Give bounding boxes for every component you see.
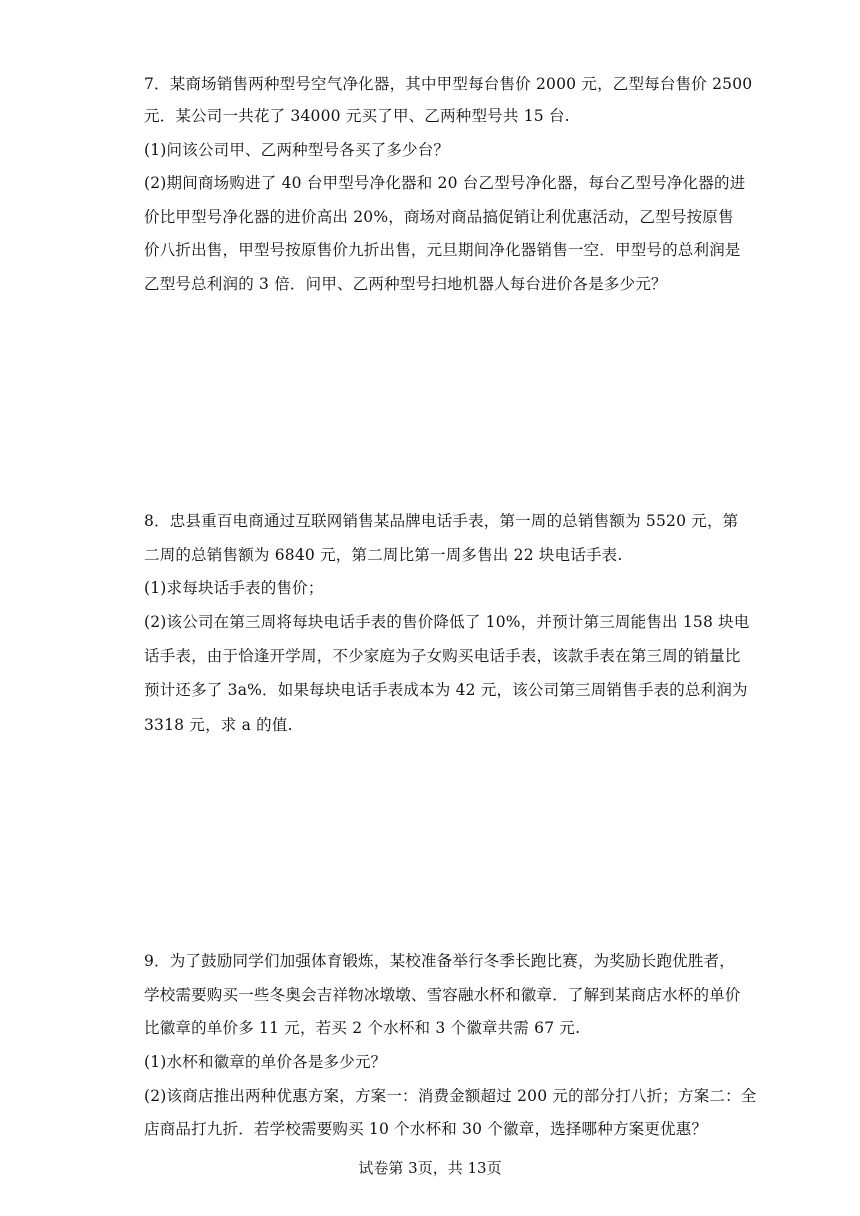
question-8-line-2: 二周的总销售额为 6840 元，第二周比第一周多售出 22 块电话手表. bbox=[144, 546, 623, 564]
question-9-line-3: 比徽章的单价多 11 元，若买 2 个水杯和 3 个徽章共需 67 元. bbox=[144, 1019, 581, 1037]
question-7-part-2-line-3: 价八折出售，甲型号按原售价九折出售，元旦期间净化器销售一空．甲型号的总利润是 bbox=[144, 241, 741, 259]
question-7-line-2: 元．某公司一共花了 34000 元买了甲、乙两种型号共 15 台. bbox=[144, 107, 570, 125]
question-9-line-2: 学校需要购买一些冬奥会吉祥物冰墩墩、雪容融水杯和徽章．了解到某商店水杯的单价 bbox=[144, 986, 741, 1004]
question-7-part-2-line-1: (2)期间商场购进了 40 台甲型号净化器和 20 台乙型号净化器，每台乙型号净化器的进 bbox=[144, 174, 746, 192]
question-9-part-2-line-2: 店商品打九折．若学校需要购买 10 个水杯和 30 个徽章，选择哪种方案更优惠？ bbox=[144, 1120, 708, 1138]
question-7-part-2-line-2: 价比甲型号净化器的进价高出 20%，商场对商品搞促销让利优惠活动，乙型号按原售 bbox=[144, 208, 734, 226]
question-7-part-1: (1)问该公司甲、乙两种型号各买了多少台？ bbox=[144, 141, 450, 159]
question-7-part-2-line-4: 乙型号总利润的 3 倍．问甲、乙两种型号扫地机器人每台进价各是多少元？ bbox=[144, 275, 667, 293]
question-8-part-2-line-3: 预计还多了 3a%．如果每块电话手表成本为 42 元，该公司第三周销售手表的总利润为 bbox=[144, 681, 748, 699]
question-8-line-1: 8．忠县重百电商通过互联网销售某品牌电话手表，第一周的总销售额为 5520 元，第 bbox=[144, 512, 739, 530]
question-8-part-2-line-4: 3318 元，求 a 的值. bbox=[144, 716, 293, 734]
question-8-part-1: (1)求每块话手表的售价； bbox=[144, 579, 324, 597]
page-footer: 试卷第 3页，共 13页 bbox=[358, 1159, 502, 1177]
question-8-part-2-line-2: 话手表，由于恰逢开学周，不少家庭为子女购买电话手表，该款手表在第三周的销量比 bbox=[144, 647, 741, 665]
question-9-line-1: 9．为了鼓励同学们加强体育锻炼，某校准备举行冬季长跑比赛，为奖励长跑优胜者， bbox=[144, 952, 735, 970]
question-7-line-1: 7．某商场销售两种型号空气净化器，其中甲型每台售价 2000 元，乙型每台售价 2500 bbox=[144, 75, 753, 93]
question-9-part-1: (1)水杯和徽章的单价各是多少元？ bbox=[144, 1053, 387, 1071]
question-8-part-2-line-1: (2)该公司在第三周将每块电话手表的售价降低了 10%，并预计第三周能售出 158 块电 bbox=[144, 613, 750, 631]
question-9-part-2-line-1: (2)该商店推出两种优惠方案，方案一：消费金额超过 200 元的部分打八折；方案二：全 bbox=[144, 1087, 757, 1105]
